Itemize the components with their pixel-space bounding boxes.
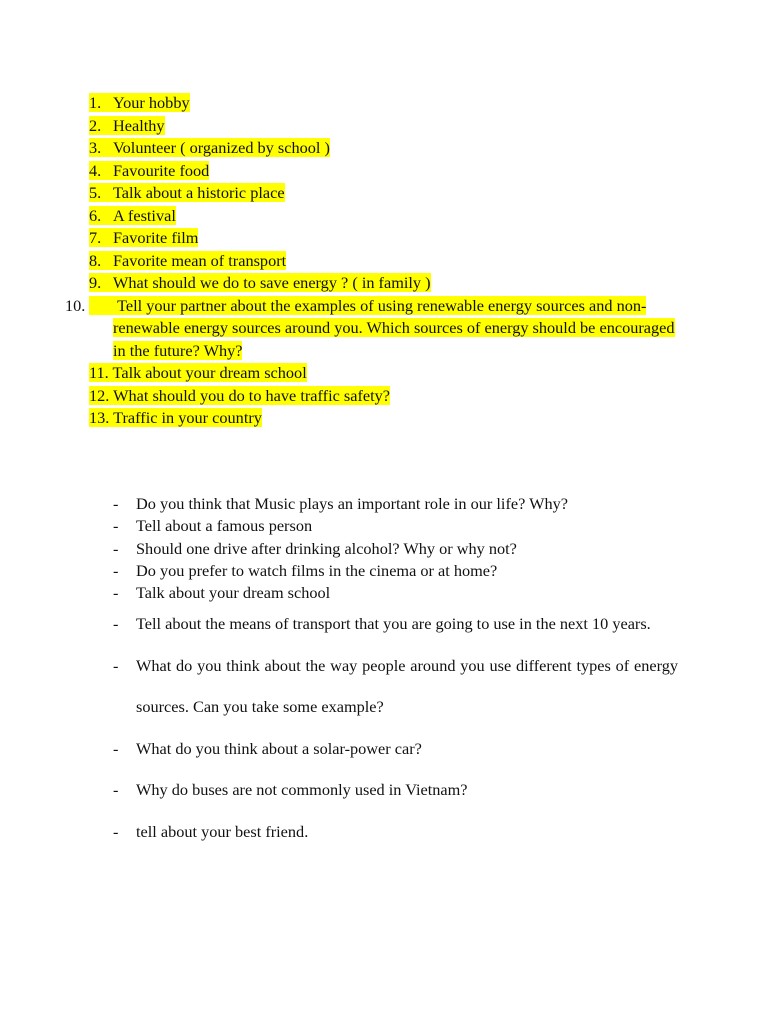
list-item	[113, 769, 678, 811]
list-item	[89, 182, 689, 205]
item-text: Healthy	[113, 115, 165, 135]
dash-marker: -	[113, 655, 119, 675]
item-text: Talk about your dream school	[136, 583, 331, 603]
dash-marker: -	[113, 560, 119, 580]
list-item	[113, 515, 678, 537]
dash-marker: -	[113, 494, 119, 513]
item-text: What do you think about the way people around you use different types of energy sources. Can you take some example?	[136, 655, 678, 717]
item-text: Your hobby	[113, 93, 190, 112]
list-item	[65, 295, 689, 363]
question-list	[113, 493, 678, 852]
item-number: 13.	[89, 408, 110, 427]
list-item	[89, 115, 689, 138]
item-text: tell about your best friend.	[136, 821, 309, 841]
item-text: A festival	[113, 205, 176, 225]
list-item	[89, 205, 689, 228]
list-item	[89, 250, 689, 273]
list-item	[89, 362, 689, 385]
dash-marker: -	[113, 780, 119, 800]
item-text: Do you prefer to watch films in the cinema or at home?	[136, 560, 498, 580]
list-item	[89, 92, 689, 115]
item-text: Favourite food	[113, 160, 210, 180]
dash-marker: -	[113, 738, 119, 758]
list-item	[89, 137, 689, 160]
item-number: 5.	[89, 183, 102, 202]
item-text: Talk about your dream school	[112, 363, 307, 382]
list-item	[113, 560, 678, 582]
item-text: What do you think about a solar-power car?	[136, 738, 422, 758]
dash-marker: -	[113, 516, 119, 536]
item-number: 9.	[89, 273, 102, 292]
item-text: Favorite mean of transport	[113, 250, 287, 270]
list-item	[113, 603, 678, 645]
topic-list	[65, 92, 689, 430]
list-item	[89, 385, 689, 408]
item-text: What should we do to save energy ? ( in family )	[113, 273, 431, 292]
item-text: Tell your partner about the examples of using renewable energy sources and non-renewable energy sources around you. Which sources of energy should be encouraged in the future? Why?	[113, 295, 675, 360]
item-text: Talk about a historic place	[113, 183, 285, 202]
item-number: 12.	[89, 385, 110, 405]
list-item	[113, 538, 678, 560]
item-text: Volunteer ( organized by school )	[113, 138, 330, 157]
list-item	[89, 272, 689, 295]
list-item	[113, 493, 678, 515]
item-number: 4.	[89, 160, 102, 180]
item-number: 10.	[65, 295, 86, 315]
item-text: Why do buses are not commonly used in Vietnam?	[136, 780, 468, 800]
item-text: What should you do to have traffic safety?	[113, 385, 390, 405]
list-item	[113, 582, 678, 604]
item-number: 1.	[89, 93, 102, 112]
item-number: 11.	[89, 363, 109, 382]
item-text: Tell about a famous person	[136, 516, 313, 536]
item-text: Tell about the means of transport that you are going to use in the next 10 years.	[136, 614, 651, 634]
dash-marker: -	[113, 538, 119, 558]
dash-marker: -	[113, 614, 119, 634]
item-text: Do you think that Music plays an important role in our life? Why?	[136, 494, 568, 513]
list-item	[113, 811, 678, 853]
item-number: 7.	[89, 228, 102, 247]
item-text: Should one drive after drinking alcohol? Why or why not?	[136, 538, 517, 558]
list-item	[113, 728, 678, 770]
list-item	[113, 645, 678, 728]
list-item	[89, 407, 689, 430]
item-number: 6.	[89, 205, 102, 225]
item-number: 3.	[89, 138, 102, 157]
dash-marker: -	[113, 821, 119, 841]
item-text: Favorite film	[113, 228, 199, 247]
list-item	[89, 160, 689, 183]
item-text: Traffic in your country	[113, 408, 262, 427]
dash-marker: -	[113, 583, 119, 603]
item-number: 8.	[89, 250, 102, 270]
list-item	[89, 227, 689, 250]
item-number: 2.	[89, 115, 102, 135]
